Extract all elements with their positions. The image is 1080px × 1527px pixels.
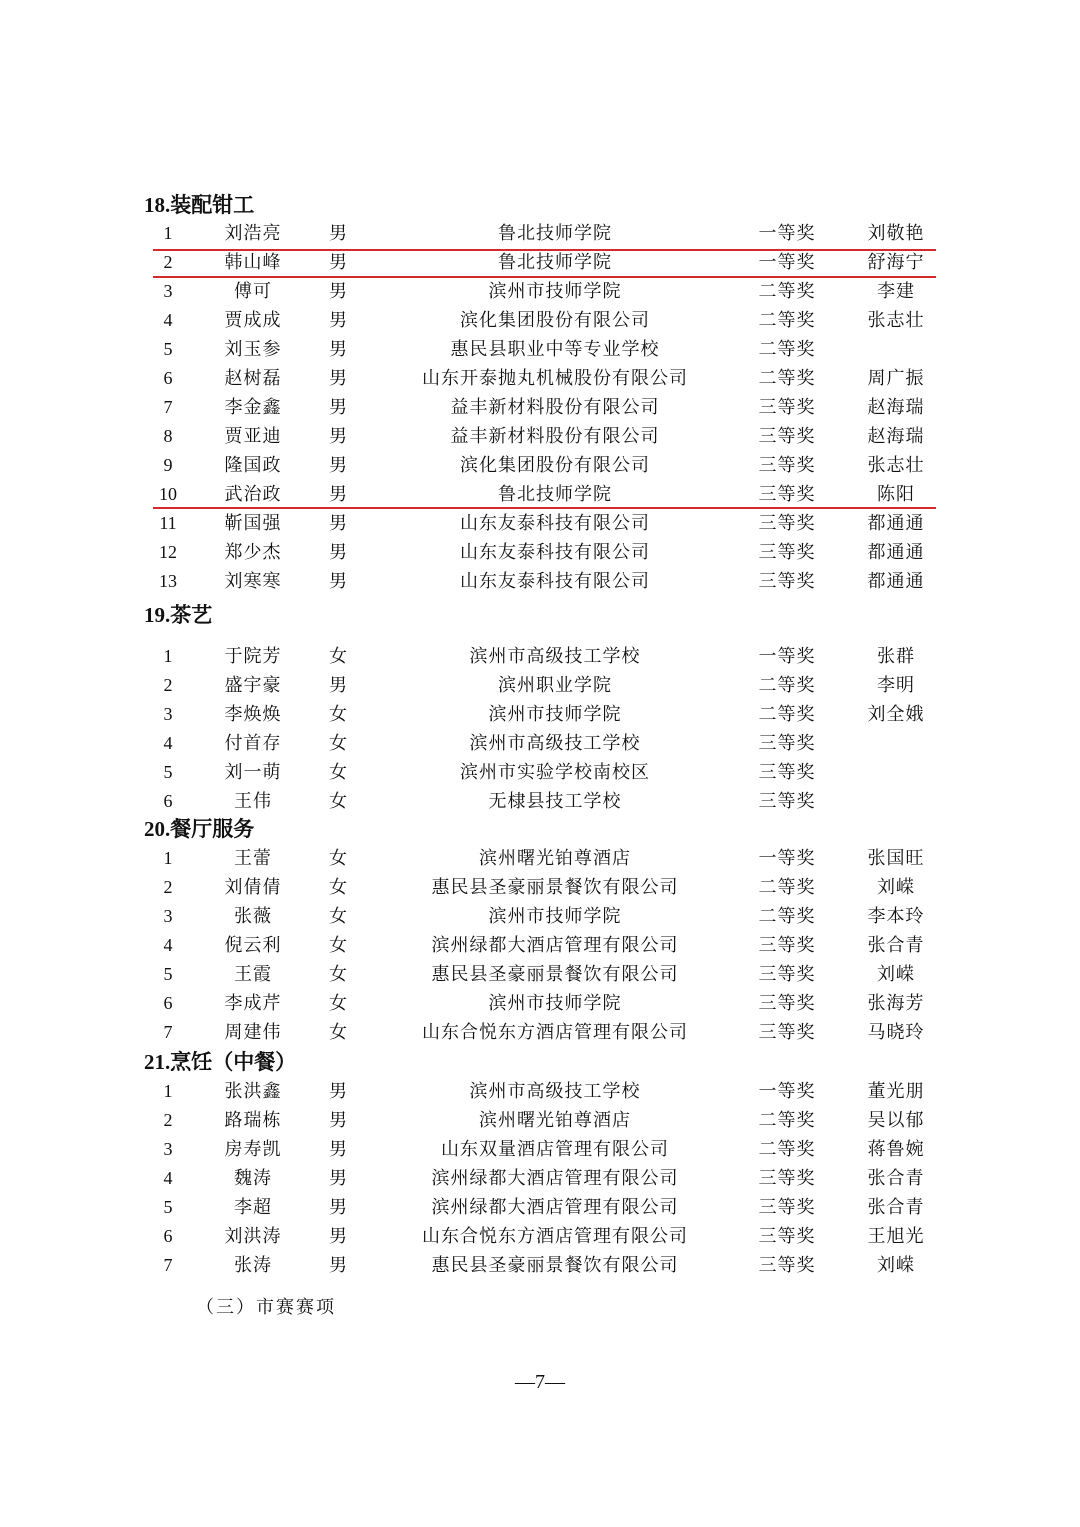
table-row (0, 509, 1080, 538)
row-number: 6 (163, 1226, 173, 1246)
coach-name: 刘嵘 (877, 877, 915, 898)
award: 三等奖 (758, 542, 816, 563)
coach-name: 都通通 (867, 542, 925, 563)
organization: 山东友泰科技有限公司 (460, 571, 650, 592)
award: 三等奖 (758, 484, 816, 505)
table-row (0, 219, 1080, 248)
award: 一等奖 (758, 1081, 816, 1102)
award: 二等奖 (758, 368, 816, 389)
table-row (0, 989, 1080, 1018)
section-title: 18.装配钳工 (144, 193, 255, 217)
row-number: 12 (159, 542, 177, 562)
row-number: 1 (163, 848, 173, 868)
coach-name: 张海芳 (867, 993, 925, 1014)
award: 一等奖 (758, 848, 816, 869)
table-row (0, 758, 1080, 787)
gender: 男 (329, 1168, 347, 1189)
coach-name: 张合青 (867, 935, 925, 956)
subsection-heading: （三）市赛赛项 (196, 1297, 336, 1318)
table-row (0, 1018, 1080, 1047)
contestant-name: 王蕾 (234, 848, 272, 869)
organization: 滨州市实验学校南校区 (460, 762, 650, 783)
row-number: 3 (163, 704, 173, 724)
coach-name: 周广振 (867, 368, 925, 389)
gender: 女 (329, 646, 347, 667)
award: 三等奖 (758, 964, 816, 985)
gender: 男 (329, 368, 347, 389)
organization: 鲁北技师学院 (498, 252, 612, 273)
section-title: 20.餐厅服务 (144, 817, 255, 841)
award: 三等奖 (758, 935, 816, 956)
contestant-name: 王霞 (234, 964, 272, 985)
award: 一等奖 (758, 223, 816, 244)
gender: 女 (329, 877, 347, 898)
organization: 惠民县圣豪丽景餐饮有限公司 (431, 1255, 679, 1276)
row-number: 5 (163, 1197, 173, 1217)
row-number: 2 (163, 675, 173, 695)
organization: 惠民县职业中等专业学校 (450, 339, 660, 360)
gender: 男 (329, 513, 347, 534)
award: 三等奖 (758, 1226, 816, 1247)
organization: 滨州市高级技工学校 (469, 646, 641, 667)
coach-name: 张志壮 (867, 310, 925, 331)
contestant-name: 王伟 (234, 791, 272, 812)
award: 二等奖 (758, 1110, 816, 1131)
table-row (0, 480, 1080, 509)
row-number: 7 (163, 1022, 173, 1042)
coach-name: 吴以郁 (867, 1110, 925, 1131)
coach-name: 李本玲 (867, 906, 925, 927)
coach-name: 蒋鲁婉 (867, 1139, 925, 1160)
award: 三等奖 (758, 1022, 816, 1043)
row-number: 5 (163, 762, 173, 782)
table-row (0, 451, 1080, 480)
gender: 女 (329, 964, 347, 985)
red-highlight-line (153, 507, 936, 509)
coach-name: 舒海宁 (867, 252, 925, 273)
table-row (0, 729, 1080, 758)
row-number: 1 (163, 1081, 173, 1101)
coach-name: 张志壮 (867, 455, 925, 476)
gender: 女 (329, 762, 347, 783)
gender: 男 (329, 1197, 347, 1218)
organization: 鲁北技师学院 (498, 484, 612, 505)
organization: 滨州职业学院 (498, 675, 612, 696)
row-number: 1 (163, 646, 173, 666)
gender: 男 (329, 223, 347, 244)
contestant-name: 张涛 (234, 1255, 272, 1276)
contestant-name: 隆国政 (224, 455, 282, 476)
award: 三等奖 (758, 993, 816, 1014)
coach-name: 赵海瑞 (867, 426, 925, 447)
table-row (0, 1251, 1080, 1280)
organization: 滨州市高级技工学校 (469, 1081, 641, 1102)
row-number: 6 (163, 791, 173, 811)
table-row (0, 248, 1080, 277)
contestant-name: 李超 (234, 1197, 272, 1218)
row-number: 7 (163, 1255, 173, 1275)
coach-name: 张合青 (867, 1168, 925, 1189)
contestant-name: 张洪鑫 (224, 1081, 282, 1102)
table-row (0, 671, 1080, 700)
organization: 滨州市高级技工学校 (469, 733, 641, 754)
table-row (0, 567, 1080, 596)
contestant-name: 贾成成 (224, 310, 282, 331)
organization: 山东双量酒店管理有限公司 (441, 1139, 669, 1160)
award: 二等奖 (758, 339, 816, 360)
table-row (0, 306, 1080, 335)
table-row (0, 393, 1080, 422)
award: 三等奖 (758, 1255, 816, 1276)
contestant-name: 周建伟 (224, 1022, 282, 1043)
page-number: —7— (515, 1371, 565, 1393)
coach-name: 李建 (877, 281, 915, 302)
award: 三等奖 (758, 571, 816, 592)
gender: 男 (329, 542, 347, 563)
contestant-name: 傅可 (234, 281, 272, 302)
award: 二等奖 (758, 310, 816, 331)
gender: 女 (329, 1022, 347, 1043)
award: 三等奖 (758, 455, 816, 476)
section-title: 19.茶艺 (144, 603, 213, 627)
award: 三等奖 (758, 791, 816, 812)
organization: 山东合悦东方酒店管理有限公司 (422, 1226, 688, 1247)
organization: 滨州市技师学院 (488, 704, 622, 725)
row-number: 1 (163, 223, 173, 243)
organization: 滨州市技师学院 (488, 993, 622, 1014)
table-row (0, 700, 1080, 729)
award: 三等奖 (758, 513, 816, 534)
coach-name: 马晓玲 (867, 1022, 925, 1043)
row-number: 5 (163, 339, 173, 359)
contestant-name: 靳国强 (224, 513, 282, 534)
contestant-name: 韩山峰 (224, 252, 282, 273)
organization: 滨州市技师学院 (488, 906, 622, 927)
row-number: 4 (163, 935, 173, 955)
gender: 男 (329, 1255, 347, 1276)
row-number: 8 (163, 426, 173, 446)
gender: 女 (329, 791, 347, 812)
table-row (0, 1077, 1080, 1106)
coach-name: 李明 (877, 675, 915, 696)
gender: 男 (329, 281, 347, 302)
contestant-name: 武治政 (224, 484, 282, 505)
contestant-name: 刘浩亮 (224, 223, 282, 244)
gender: 女 (329, 906, 347, 927)
award: 二等奖 (758, 877, 816, 898)
red-highlight-line (153, 276, 936, 278)
organization: 无棣县技工学校 (488, 791, 622, 812)
row-number: 2 (163, 877, 173, 897)
gender: 男 (329, 1226, 347, 1247)
contestant-name: 魏涛 (234, 1168, 272, 1189)
contestant-name: 房寿凯 (224, 1139, 282, 1160)
contestant-name: 刘玉参 (224, 339, 282, 360)
coach-name: 刘全娥 (867, 704, 925, 725)
table-row (0, 873, 1080, 902)
award: 一等奖 (758, 646, 816, 667)
gender: 男 (329, 571, 347, 592)
organization: 滨化集团股份有限公司 (460, 310, 650, 331)
organization: 山东开泰抛丸机械股份有限公司 (422, 368, 688, 389)
section-title: 21.烹饪（中餐） (144, 1050, 297, 1074)
gender: 男 (329, 397, 347, 418)
row-number: 5 (163, 964, 173, 984)
table-row (0, 1135, 1080, 1164)
organization: 山东合悦东方酒店管理有限公司 (422, 1022, 688, 1043)
contestant-name: 倪云利 (224, 935, 282, 956)
contestant-name: 于院芳 (224, 646, 282, 667)
coach-name: 赵海瑞 (867, 397, 925, 418)
coach-name: 刘嵘 (877, 964, 915, 985)
row-number: 10 (159, 484, 177, 504)
organization: 滨州绿都大酒店管理有限公司 (431, 935, 679, 956)
row-number: 9 (163, 455, 173, 475)
organization: 山东友泰科技有限公司 (460, 542, 650, 563)
organization: 山东友泰科技有限公司 (460, 513, 650, 534)
gender: 女 (329, 848, 347, 869)
organization: 益丰新材料股份有限公司 (450, 397, 660, 418)
gender: 女 (329, 704, 347, 725)
row-number: 4 (163, 1168, 173, 1188)
contestant-name: 刘寒寒 (224, 571, 282, 592)
coach-name: 刘敬艳 (867, 223, 925, 244)
contestant-name: 张薇 (234, 906, 272, 927)
row-number: 3 (163, 281, 173, 301)
gender: 男 (329, 675, 347, 696)
organization: 惠民县圣豪丽景餐饮有限公司 (431, 877, 679, 898)
table-row (0, 422, 1080, 451)
coach-name: 陈阳 (877, 484, 915, 505)
gender: 男 (329, 1139, 347, 1160)
coach-name: 张合青 (867, 1197, 925, 1218)
award: 三等奖 (758, 397, 816, 418)
organization: 滨州曙光铂尊酒店 (479, 848, 631, 869)
coach-name: 张群 (877, 646, 915, 667)
contestant-name: 郑少杰 (224, 542, 282, 563)
table-row (0, 1106, 1080, 1135)
table-row (0, 538, 1080, 567)
award: 三等奖 (758, 1197, 816, 1218)
award: 二等奖 (758, 906, 816, 927)
contestant-name: 赵树磊 (224, 368, 282, 389)
table-row (0, 1164, 1080, 1193)
table-row (0, 335, 1080, 364)
row-number: 4 (163, 310, 173, 330)
row-number: 4 (163, 733, 173, 753)
organization: 滨州绿都大酒店管理有限公司 (431, 1197, 679, 1218)
contestant-name: 盛宇豪 (224, 675, 282, 696)
gender: 男 (329, 426, 347, 447)
gender: 男 (329, 1110, 347, 1131)
gender: 男 (329, 252, 347, 273)
table-row (0, 364, 1080, 393)
organization: 滨州市技师学院 (488, 281, 622, 302)
contestant-name: 路瑞栋 (224, 1110, 282, 1131)
row-number: 2 (163, 1110, 173, 1130)
contestant-name: 刘洪涛 (224, 1226, 282, 1247)
table-row (0, 277, 1080, 306)
organization: 鲁北技师学院 (498, 223, 612, 244)
row-number: 13 (159, 571, 177, 591)
organization: 益丰新材料股份有限公司 (450, 426, 660, 447)
red-highlight-line (153, 249, 936, 251)
award: 三等奖 (758, 1168, 816, 1189)
contestant-name: 李金鑫 (224, 397, 282, 418)
row-number: 3 (163, 1139, 173, 1159)
coach-name: 董光朋 (867, 1081, 925, 1102)
coach-name: 王旭光 (867, 1226, 925, 1247)
contestant-name: 李成芹 (224, 993, 282, 1014)
contestant-name: 刘一萌 (224, 762, 282, 783)
contestant-name: 贾亚迪 (224, 426, 282, 447)
table-row (0, 931, 1080, 960)
contestant-name: 刘倩倩 (224, 877, 282, 898)
award: 二等奖 (758, 1139, 816, 1160)
award: 一等奖 (758, 252, 816, 273)
table-row (0, 902, 1080, 931)
award: 二等奖 (758, 675, 816, 696)
coach-name: 刘嵘 (877, 1255, 915, 1276)
row-number: 2 (163, 252, 173, 272)
award: 二等奖 (758, 281, 816, 302)
contestant-name: 付首存 (224, 733, 282, 754)
gender: 男 (329, 455, 347, 476)
coach-name: 张国旺 (867, 848, 925, 869)
row-number: 11 (159, 513, 177, 533)
organization: 滨化集团股份有限公司 (460, 455, 650, 476)
table-row (0, 642, 1080, 671)
organization: 滨州曙光铂尊酒店 (479, 1110, 631, 1131)
award: 二等奖 (758, 704, 816, 725)
award: 三等奖 (758, 733, 816, 754)
gender: 男 (329, 339, 347, 360)
row-number: 7 (163, 397, 173, 417)
gender: 女 (329, 935, 347, 956)
table-row (0, 844, 1080, 873)
gender: 女 (329, 993, 347, 1014)
award: 三等奖 (758, 426, 816, 447)
gender: 女 (329, 733, 347, 754)
row-number: 3 (163, 906, 173, 926)
award: 三等奖 (758, 762, 816, 783)
table-row (0, 787, 1080, 816)
coach-name: 都通通 (867, 571, 925, 592)
row-number: 6 (163, 993, 173, 1013)
coach-name: 都通通 (867, 513, 925, 534)
contestant-name: 李焕焕 (224, 704, 282, 725)
table-row (0, 960, 1080, 989)
organization: 惠民县圣豪丽景餐饮有限公司 (431, 964, 679, 985)
row-number: 6 (163, 368, 173, 388)
gender: 男 (329, 310, 347, 331)
table-row (0, 1193, 1080, 1222)
table-row (0, 1222, 1080, 1251)
organization: 滨州绿都大酒店管理有限公司 (431, 1168, 679, 1189)
gender: 男 (329, 484, 347, 505)
gender: 男 (329, 1081, 347, 1102)
